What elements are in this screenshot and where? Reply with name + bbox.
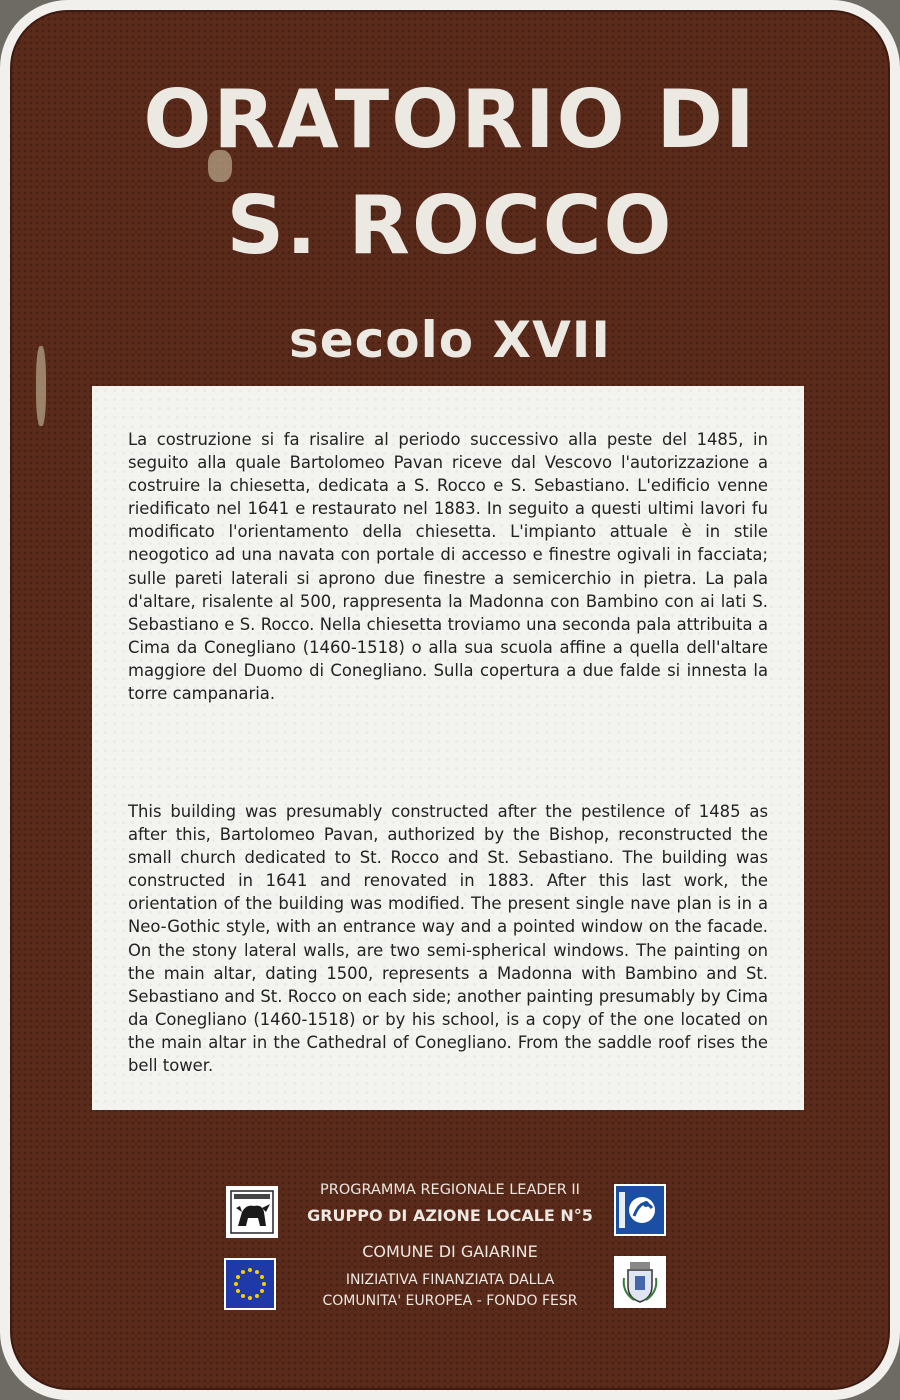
footer-financing-1: INIZIATIVA FINANZIATA DALLA [345, 1272, 555, 1288]
footer-program: PROGRAMMA REGIONALE LEADER II [320, 1182, 580, 1198]
footer-comune: COMUNE DI GAIARINE [362, 1242, 538, 1261]
sign-title-line-2: S. ROCCO [226, 179, 674, 272]
footer-group: GRUPPO DI AZIONE LOCALE N°5 [307, 1206, 593, 1225]
sign-subtitle: secolo XVII [288, 311, 611, 369]
text-panel [92, 386, 804, 1110]
footer-financing-2: COMUNITA' EUROPEA - FONDO FESR [322, 1293, 578, 1309]
english-description: This building was presumably constructed after the pestilence of 1485 as after this, Bartolomeo Pavan, authorized by the Bishop, reconstructed the small church dedicated to St. Rocco and St. Sebastiano. The building was constructed in 1641 and renovated in 1883. After this last work, the orientation of the building was modified. The present single nave plan is in a Neo-Gothic style, with an entrance way and a pointed window on the facade. On the stony lateral walls, are two semi-spherical windows. The painting on the main altar, dating 1500, represents a Madonna with Bambino and St. Sebastiano and St. Rocco on each side; another painting presumably by Cima da Conegliano (1460-1518) or by his school, is a copy of the one located on the main altar in the Cathedral of Conegliano. From the saddle roof rises the bell tower. [128, 802, 768, 1076]
italian-description: La costruzione si fa risalire al periodo successivo alla peste del 1485, in seguito alla quale Bartolomeo Pavan riceve dal Vescovo l'autorizzazione a costruire la chiesetta, dedicata a S. Rocco e S. Sebastiano. L'edificio venne riedificato nel 1641 e restaurato nel 1883. In seguito a questi ultimi lavori fu modificato l'orientamento della chiesetta. L'impianto attuale è in stile neogotico ad una navata con portale di accesso e finestre ogivali in facciata; sulle pareti laterali si aprono due finestre a semicerchio in pietra. La pala d'altare, risalente al 500, rappresenta la Madonna con Bambino con ai lati S. Sebastiano e S. Rocco. Nella chiesetta troviamo una seconda pala attribuita a Cima da Conegliano (1460-1518) o alla sua scuola affine a quella dell'altare maggiore del Duomo di Conegliano. Sulla copertura a due falde si innesta la torre campanaria. [128, 430, 768, 704]
sign-title-line-1: ORATORIO DI [143, 73, 757, 166]
